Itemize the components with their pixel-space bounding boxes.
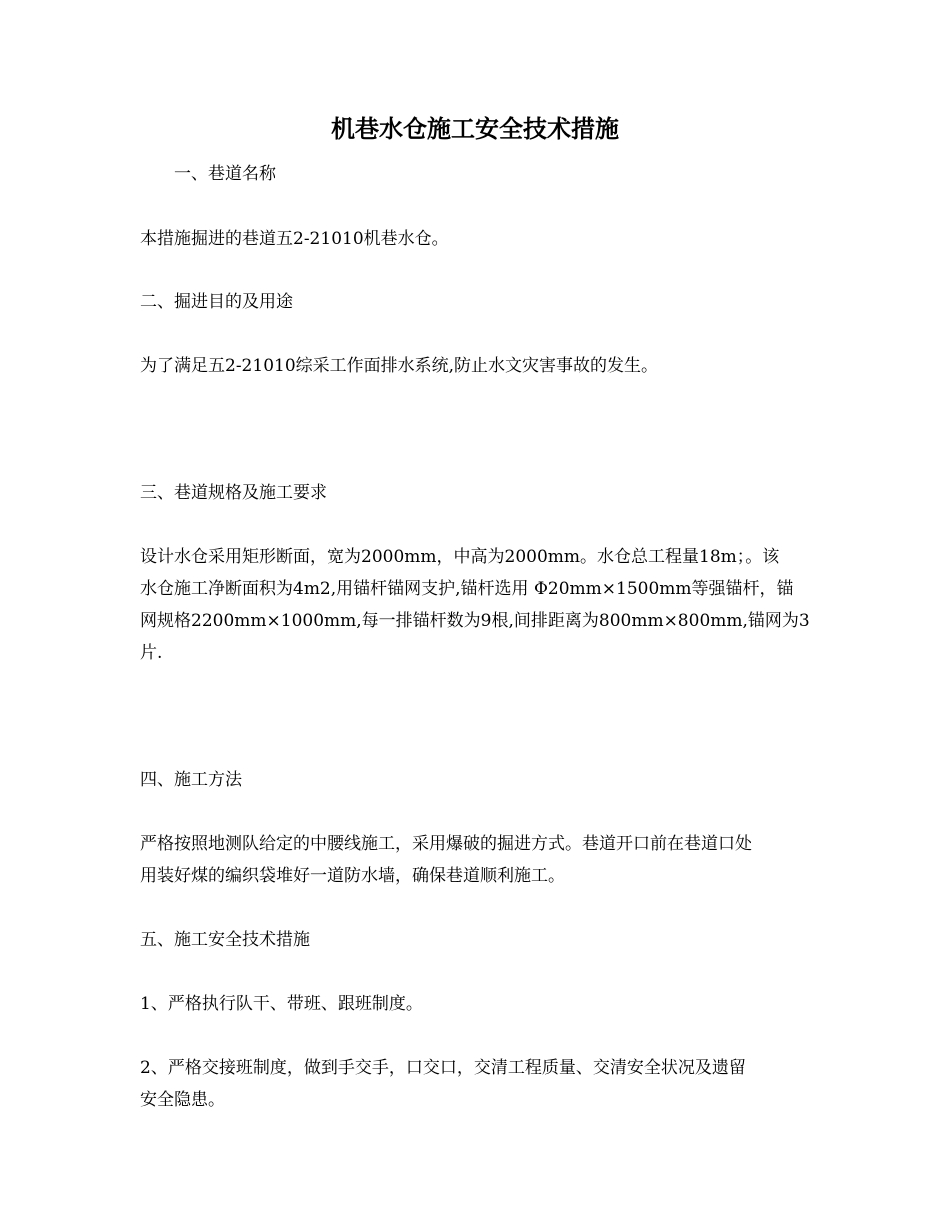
document-title: 机巷水仓施工安全技术措施	[331, 114, 619, 143]
section-body-3-line-3: 网规格2200mm×1000mm,每一排锚杆数为9根,间排距离为800mm×800mm,锚网为3	[140, 611, 810, 631]
section-list-item-1: 1、严格执行队干、带班、跟班制度。	[140, 994, 423, 1014]
section-body-3-line-1: 设计水仓采用矩形断面，宽为2000mm，中高为2000mm。水仓总工程量18m；。该	[140, 547, 780, 567]
section-body-1: 本措施掘进的巷道五2-21010机巷水仓。	[140, 229, 449, 249]
section-heading-4: 四、施工方法	[140, 770, 242, 790]
section-heading-2: 二、掘进目的及用途	[140, 292, 293, 312]
section-heading-5: 五、施工安全技术措施	[140, 930, 310, 950]
section-heading-1: 一、巷道名称	[174, 164, 276, 184]
section-body-3-line-4: 片.	[140, 643, 163, 663]
section-list-item-2-line-2: 安全隐患。	[140, 1090, 225, 1110]
section-body-4-line-2: 用装好煤的编织袋堆好一道防水墙，确保巷道顺利施工。	[140, 866, 565, 886]
section-body-2: 为了满足五2-21010综采工作面排水系统,防止水文灾害事故的发生。	[140, 356, 659, 376]
section-list-item-2-line-1: 2、严格交接班制度，做到手交手，口交口，交清工程质量、交清安全状况及遗留	[140, 1058, 746, 1078]
section-body-4-line-1: 严格按照地测队给定的中腰线施工，采用爆破的掘进方式。巷道开口前在巷道口处	[140, 834, 752, 854]
section-heading-3: 三、巷道规格及施工要求	[140, 483, 327, 503]
section-body-3-line-2: 水仓施工净断面积为4m2,用锚杆锚网支护,锚杆选用 Φ20mm×1500mm等强锚杆，锚	[140, 579, 794, 599]
